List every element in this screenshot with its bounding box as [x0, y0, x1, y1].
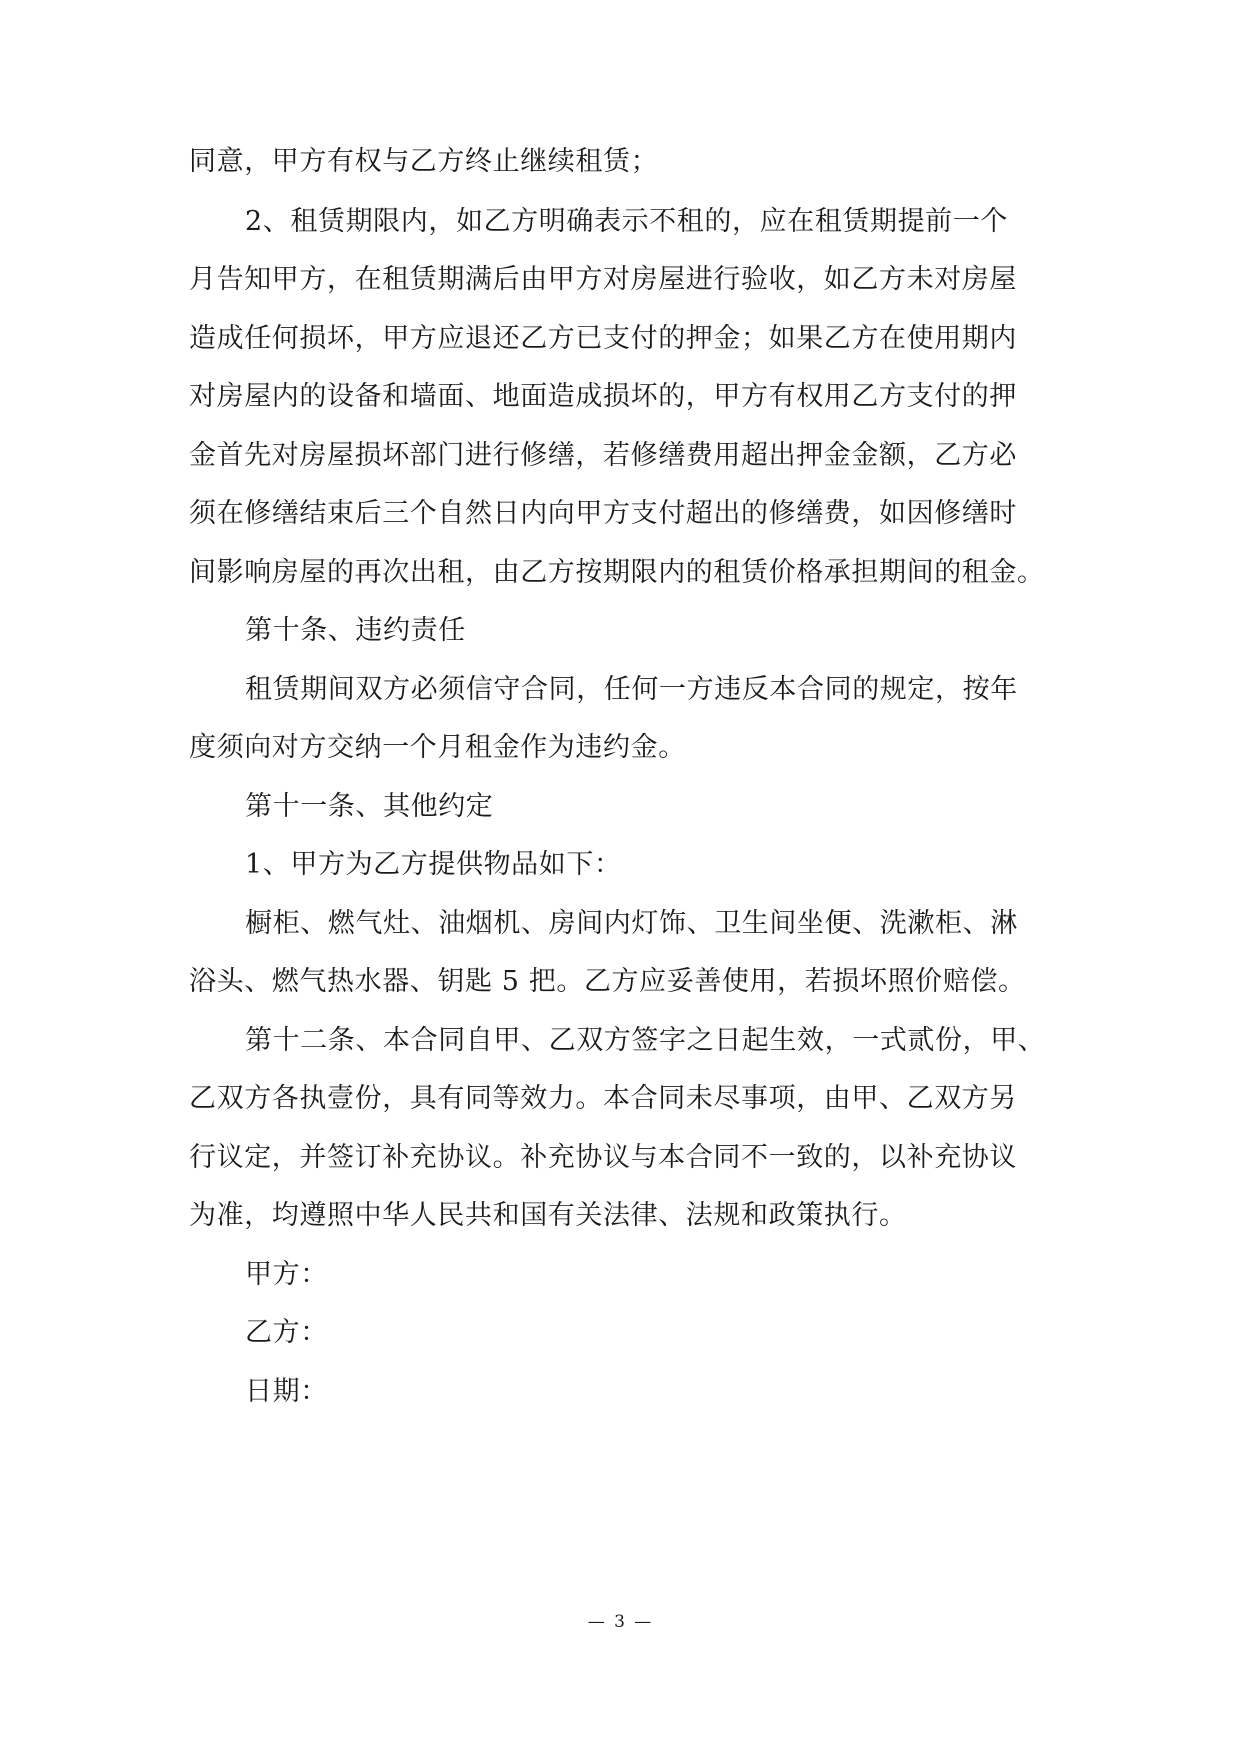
paragraph-line: 金首先对房屋损坏部门进行修缮，若修缮费用超出押金金额，乙方必 — [189, 440, 1017, 471]
signature-party-b: 乙方： — [245, 1317, 328, 1348]
page-number: — 3 — — [587, 1612, 654, 1632]
paragraph-line: 造成任何损坏，甲方应退还乙方已支付的押金；如果乙方在使用期内 — [189, 323, 1017, 354]
signature-date: 日期： — [245, 1376, 328, 1407]
paragraph-line: 浴头、燃气热水器、钥匙 5 把。乙方应妥善使用，若损坏照价赔偿。 — [189, 966, 1026, 997]
section-heading: 第十一条、其他约定 — [245, 791, 494, 822]
paragraph-line: 同意，甲方有权与乙方终止继续租赁； — [189, 146, 659, 177]
paragraph-line: 间影响房屋的再次出租，由乙方按期限内的租赁价格承担期间的租金。 — [189, 557, 1045, 588]
paragraph-line: 对房屋内的设备和墙面、地面造成损坏的，甲方有权用乙方支付的押 — [189, 381, 1017, 412]
paragraph-line: 须在修缮结束后三个自然日内向甲方支付超出的修缮费，如因修缮时 — [189, 498, 1017, 529]
paragraph-line: 为准，均遵照中华人民共和国有关法律、法规和政策执行。 — [189, 1200, 907, 1231]
section-heading: 第十条、违约责任 — [245, 615, 466, 646]
paragraph-line: 度须向对方交纳一个月租金作为违约金。 — [189, 732, 686, 763]
paragraph-line: 2、租赁期限内，如乙方明确表示不租的，应在租赁期提前一个 — [245, 206, 1008, 237]
paragraph-line: 1、甲方为乙方提供物品如下： — [245, 849, 622, 880]
paragraph-line: 乙双方各执壹份，具有同等效力。本合同未尽事项，由甲、乙双方另 — [189, 1083, 1017, 1114]
paragraph-line: 橱柜、燃气灶、油烟机、房间内灯饰、卫生间坐便、洗漱柜、淋 — [245, 908, 1018, 939]
paragraph-line: 月告知甲方，在租赁期满后由甲方对房屋进行验收，如乙方未对房屋 — [189, 264, 1017, 295]
section-heading: 第十二条、本合同自甲、乙双方签字之日起生效，一式贰份，甲、 — [245, 1025, 1046, 1056]
paragraph-line: 行议定，并签订补充协议。补充协议与本合同不一致的，以补充协议 — [189, 1142, 1017, 1173]
signature-party-a: 甲方： — [245, 1259, 328, 1290]
paragraph-line: 租赁期间双方必须信守合同，任何一方违反本合同的规定，按年 — [245, 674, 1018, 705]
